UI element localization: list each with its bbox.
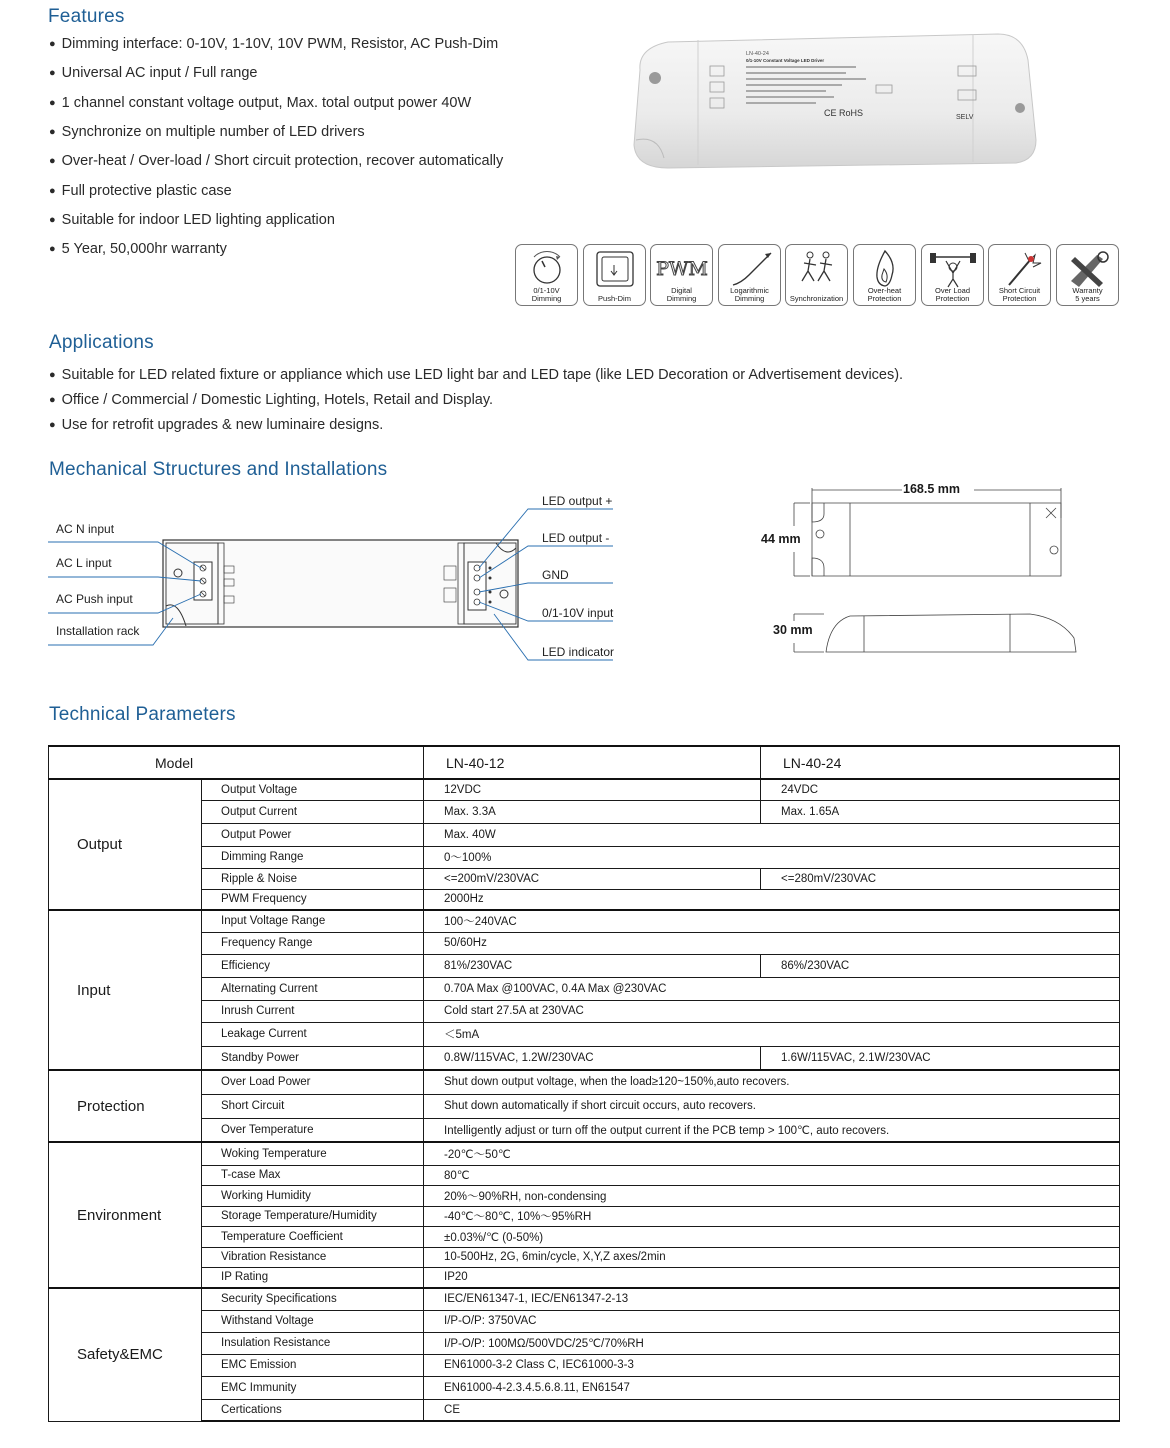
feature-item-text: 1 channel constant voltage output, Max. total output power 40W — [61, 94, 472, 111]
feature-item-text: Synchronize on multiple number of LED drivers — [61, 123, 365, 140]
param-value: -20℃～50℃ — [424, 1142, 1120, 1165]
param-name: Dimming Range — [202, 846, 424, 868]
param-value: I/P-O/P: 3750VAC — [424, 1310, 1120, 1332]
feature-item-text: Full protective plastic case — [61, 182, 232, 199]
feature-item — [49, 212, 335, 228]
bullet-icon: ● — [49, 67, 56, 80]
mechanical-left-label: AC N input — [56, 522, 115, 536]
flame-icon — [854, 245, 916, 291]
mechanical-left-label: Installation rack — [56, 624, 140, 638]
log-curve-feature-badge — [718, 244, 781, 306]
push-switch-feature-badge — [583, 244, 646, 306]
log-curve-icon — [719, 245, 781, 291]
pwm-text: PWM — [656, 258, 708, 280]
features-title: Features — [48, 6, 125, 27]
label-model: LN-40-24 — [746, 51, 769, 57]
param-value: 12VDC — [424, 779, 761, 800]
param-name: Over Temperature — [202, 1118, 424, 1142]
bullet-icon: ● — [49, 243, 56, 256]
feature-badge-label-line: Protection — [1002, 294, 1037, 303]
feature-badge-label-line: Logarithmic — [730, 286, 769, 295]
param-value: -40℃～80℃, 10%～95%RH — [424, 1206, 1120, 1226]
feature-item-text: Dimming interface: 0-10V, 1-10V, 10V PWM, Resistor, AC Push-Dim — [61, 36, 499, 52]
header-model-b: LN-40-24 — [761, 746, 1120, 779]
table-row — [49, 1332, 1120, 1354]
feature-badge-label — [516, 287, 577, 303]
param-value-b: 1.6W/115VAC, 2.1W/230VAC — [761, 1046, 1120, 1070]
param-value: ±0.03%/℃ (0-50%) — [424, 1226, 1120, 1247]
feature-item-text: Universal AC input / Full range — [61, 65, 258, 82]
mechanical-right-label: LED output - — [542, 531, 610, 545]
short-circuit-feature-badge — [988, 244, 1051, 306]
param-name: Certications — [202, 1399, 424, 1421]
bullet-icon: ● — [49, 369, 56, 381]
bullet-icon: ● — [49, 155, 56, 168]
table-row — [49, 1142, 1120, 1165]
label-selv: SELV — [956, 114, 974, 121]
header-model-a: LN-40-12 — [424, 746, 761, 779]
param-value: ＜5mA — [424, 1022, 1120, 1046]
feature-badge-label — [854, 287, 915, 303]
feature-badge-label-line: Over-heat — [867, 286, 902, 295]
applications-title: Applications — [49, 332, 154, 353]
feature-badge-label-line: Dimming — [666, 294, 697, 303]
mechanical-right-label: GND — [542, 568, 569, 582]
table-row — [49, 1118, 1120, 1142]
dimmer-knob-icon — [516, 245, 578, 291]
param-value: 100～240VAC — [424, 910, 1120, 932]
table-row — [49, 800, 1120, 823]
application-item-text: Office / Commercial / Domestic Lighting, Hotels, Retail and Display. — [61, 392, 494, 408]
param-value-b: Max. 1.65A — [761, 800, 1120, 823]
feature-badge-label — [719, 287, 780, 303]
push-switch-icon — [584, 245, 646, 291]
feature-item-text: Suitable for indoor LED lighting application — [61, 211, 335, 228]
overload-weight-feature-badge — [921, 244, 984, 306]
param-name: EMC Immunity — [202, 1376, 424, 1399]
table-row — [49, 846, 1120, 868]
param-value: Max. 40W — [424, 823, 1120, 846]
feature-item-text: 5 Year, 50,000hr warranty — [61, 241, 227, 258]
param-value: I/P-O/P: 100MΩ/500VDC/25℃/70%RH — [424, 1332, 1120, 1354]
table-row — [49, 1046, 1120, 1070]
table-row — [49, 1206, 1120, 1226]
param-value: Shut down output voltage, when the load≥120~150%,auto recovers. — [424, 1070, 1120, 1094]
feature-badge-label-line: Synchronization — [789, 294, 844, 303]
table-row — [49, 1354, 1120, 1376]
table-row — [49, 1070, 1120, 1094]
tools-warranty-feature-badge — [1056, 244, 1119, 306]
feature-badge-label-line: Over Load — [934, 286, 971, 295]
param-value: <=200mV/230VAC — [424, 868, 761, 889]
feature-item — [49, 183, 232, 199]
param-name: Insulation Resistance — [202, 1332, 424, 1354]
feature-item — [49, 36, 498, 52]
param-value-b: <=280mV/230VAC — [761, 868, 1120, 889]
table-row — [49, 1288, 1120, 1310]
mechanical-left-label: AC Push input — [56, 592, 133, 606]
table-header-row — [49, 746, 1120, 779]
table-row — [49, 1267, 1120, 1288]
feature-item — [49, 153, 503, 169]
param-value: 0.70A Max @100VAC, 0.4A Max @230VAC — [424, 977, 1120, 1000]
table-row — [49, 954, 1120, 977]
param-value: 0～100% — [424, 846, 1120, 868]
dimension-drawing — [760, 478, 1090, 668]
feature-badge-label-line: Short Circuit — [998, 286, 1041, 295]
param-name: Withstand Voltage — [202, 1310, 424, 1332]
table-row — [49, 910, 1120, 932]
param-value: CE — [424, 1399, 1120, 1421]
header-model: Model — [49, 746, 424, 779]
table-row — [49, 779, 1120, 800]
application-item-text: Suitable for LED related fixture or appliance which use LED light bar and LED tape (like LED Decoration or Advertisement devices). — [61, 367, 904, 383]
param-value: 0.8W/115VAC, 1.2W/230VAC — [424, 1046, 761, 1070]
pwm-feature-badge — [650, 244, 713, 306]
param-name: Short Circuit — [202, 1094, 424, 1118]
param-value: 20%～90%RH, non-condensing — [424, 1185, 1120, 1206]
param-name: Standby Power — [202, 1046, 424, 1070]
param-name: Over Load Power — [202, 1070, 424, 1094]
bullet-icon: ● — [49, 213, 56, 226]
application-item-text: Use for retrofit upgrades & new luminaire designs. — [61, 417, 384, 433]
table-row — [49, 1376, 1120, 1399]
table-row — [49, 977, 1120, 1000]
mechanical-title: Mechanical Structures and Installations — [49, 459, 388, 480]
feature-badge-label-line: Dimming — [734, 294, 765, 303]
table-row — [49, 889, 1120, 910]
param-value: 2000Hz — [424, 889, 1120, 910]
param-name: PWM Frequency — [202, 889, 424, 910]
pwm-icon — [651, 245, 713, 291]
param-value: 50/60Hz — [424, 932, 1120, 954]
table-row — [49, 1310, 1120, 1332]
bullet-icon: ● — [49, 184, 56, 197]
bullet-icon: ● — [49, 38, 56, 50]
param-name: Inrush Current — [202, 1000, 424, 1022]
dim-height-label: 30 mm — [773, 623, 813, 637]
table-row — [49, 1094, 1120, 1118]
param-name: Woking Temperature — [202, 1142, 424, 1165]
table-row — [49, 1165, 1120, 1185]
sync-runners-icon — [786, 245, 848, 291]
table-row — [49, 1399, 1120, 1421]
param-value-b: 24VDC — [761, 779, 1120, 800]
table-row — [49, 1000, 1120, 1022]
application-item — [49, 417, 383, 433]
param-name: Storage Temperature/Humidity — [202, 1206, 424, 1226]
param-name: Temperature Coefficient — [202, 1226, 424, 1247]
bullet-icon: ● — [49, 394, 56, 406]
mechanical-right-label: LED output + — [542, 494, 613, 508]
param-value: Shut down automatically if short circuit occurs, auto recovers. — [424, 1094, 1120, 1118]
feature-badge-label-line: 0/1-10V — [533, 286, 560, 295]
feature-badge-label-line: Digital — [671, 286, 692, 295]
mechanical-right-label: 0/1-10V input — [542, 606, 614, 620]
param-value: 81%/230VAC — [424, 954, 761, 977]
mechanical-right-label: LED indicator — [542, 645, 615, 659]
group-label: Safety&EMC — [49, 1288, 202, 1421]
feature-badge-label — [989, 287, 1050, 303]
param-value: EN61000-4-2.3.4.5.6.8.11, EN61547 — [424, 1376, 1120, 1399]
product-photo — [628, 30, 1038, 170]
param-name: Ripple & Noise — [202, 868, 424, 889]
bullet-icon: ● — [49, 125, 56, 138]
param-value: Intelligently adjust or turn off the output current if the PCB temp > 100℃, auto recovers. — [424, 1118, 1120, 1142]
table-row — [49, 1247, 1120, 1267]
param-value: Cold start 27.5A at 230VAC — [424, 1000, 1120, 1022]
flame-feature-badge — [853, 244, 916, 306]
feature-item — [49, 65, 258, 81]
feature-badge-label — [584, 295, 645, 303]
tools-warranty-icon — [1057, 245, 1119, 291]
feature-badge-label-line: Protection — [867, 294, 902, 303]
short-circuit-icon — [989, 245, 1051, 291]
feature-badge-label-line: Warranty — [1072, 286, 1103, 295]
param-name: Working Humidity — [202, 1185, 424, 1206]
sync-runners-feature-badge — [785, 244, 848, 306]
table-row — [49, 1022, 1120, 1046]
table-row — [49, 1226, 1120, 1247]
feature-item-text: Over-heat / Over-load / Short circuit protection, recover automatically — [61, 153, 504, 170]
feature-item — [49, 95, 471, 111]
group-label: Input — [49, 910, 202, 1070]
param-name: Output Voltage — [202, 779, 424, 800]
wiring-diagram — [48, 488, 628, 668]
param-name: Leakage Current — [202, 1022, 424, 1046]
param-name: Alternating Current — [202, 977, 424, 1000]
feature-badge-label-line: Dimming — [531, 294, 562, 303]
feature-badge-label-line: Push-Dim — [598, 294, 631, 303]
bullet-icon: ● — [49, 96, 56, 109]
feature-badge-label-line: 5 years — [1075, 294, 1100, 303]
feature-badge-label — [651, 287, 712, 303]
application-item — [49, 367, 903, 383]
dim-length-label: 168.5 mm — [903, 482, 960, 496]
param-name: IP Rating — [202, 1267, 424, 1288]
param-name: Efficiency — [202, 954, 424, 977]
param-value: IEC/EN61347-1, IEC/EN61347-2-13 — [424, 1288, 1120, 1310]
bullet-icon: ● — [49, 419, 56, 431]
param-name: Vibration Resistance — [202, 1247, 424, 1267]
group-label: Output — [49, 779, 202, 910]
param-value-b: 86%/230VAC — [761, 954, 1120, 977]
technical-title: Technical Parameters — [49, 704, 236, 725]
dimmer-knob-feature-badge — [515, 244, 578, 306]
group-label: Environment — [49, 1142, 202, 1288]
mechanical-left-label: AC L input — [56, 556, 112, 570]
label-marks: CE RoHS — [824, 108, 864, 118]
param-name: Output Power — [202, 823, 424, 846]
overload-weight-icon — [922, 245, 984, 291]
feature-badge-label — [786, 295, 847, 303]
feature-item — [49, 241, 227, 257]
param-name: EMC Emission — [202, 1354, 424, 1376]
param-value: Max. 3.3A — [424, 800, 761, 823]
param-name: Output Current — [202, 800, 424, 823]
param-name: Input Voltage Range — [202, 910, 424, 932]
table-row — [49, 1185, 1120, 1206]
param-value: 80℃ — [424, 1165, 1120, 1185]
feature-badge-label-line: Protection — [935, 294, 970, 303]
table-row — [49, 823, 1120, 846]
feature-item — [49, 124, 365, 140]
group-label: Protection — [49, 1070, 202, 1142]
param-name: Frequency Range — [202, 932, 424, 954]
param-name: Security Specifications — [202, 1288, 424, 1310]
table-row — [49, 868, 1120, 889]
feature-badge-label — [922, 287, 983, 303]
dim-width-label: 44 mm — [761, 532, 801, 546]
technical-parameters-table — [48, 745, 1120, 1422]
param-value: IP20 — [424, 1267, 1120, 1288]
label-subtitle: 0/1-10V Constant Voltage LED Driver — [746, 58, 825, 63]
param-value: 10-500Hz, 2G, 6min/cycle, X,Y,Z axes/2min — [424, 1247, 1120, 1267]
feature-badge-label — [1057, 287, 1118, 303]
param-value: EN61000-3-2 Class C, IEC61000-3-3 — [424, 1354, 1120, 1376]
table-row — [49, 932, 1120, 954]
param-name: T-case Max — [202, 1165, 424, 1185]
application-item — [49, 392, 493, 408]
